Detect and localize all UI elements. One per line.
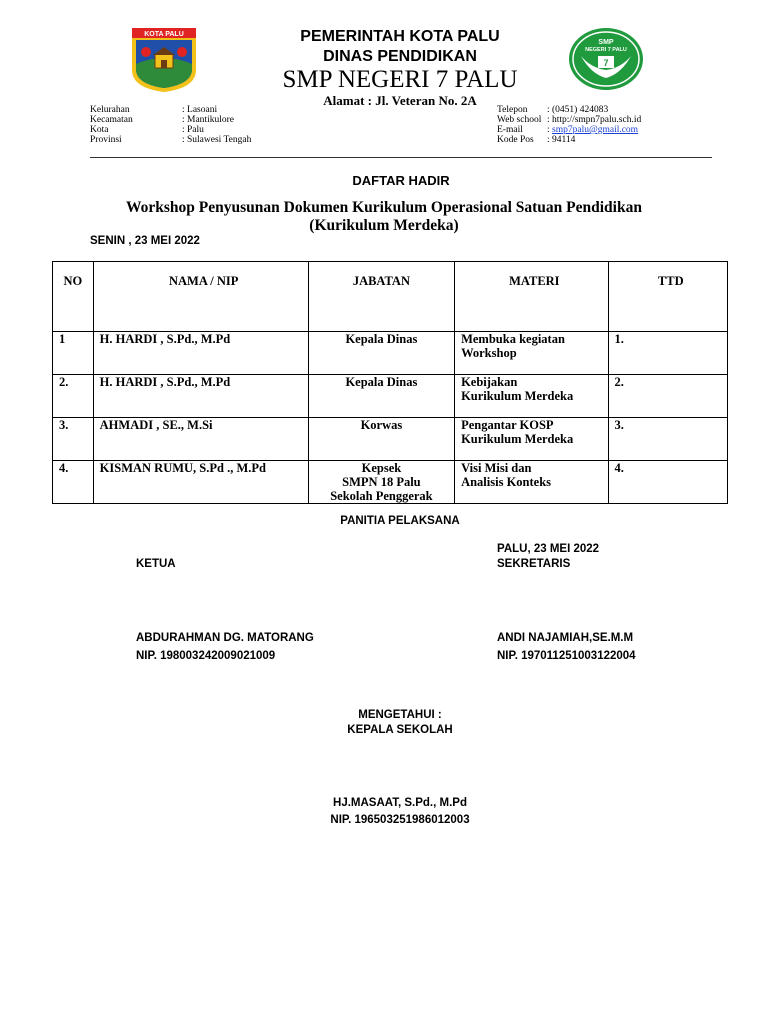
table-row — [53, 461, 728, 504]
header-jabatan: JABATAN — [308, 262, 454, 332]
table-row — [53, 332, 728, 375]
committee-heading: PANITIA PELAKSANA — [340, 515, 460, 527]
secretary-role: SEKRETARIS — [497, 558, 571, 570]
cell-nama: H. HARDI , S.Pd., M.Pd — [93, 332, 308, 375]
secretary-name: ANDI NAJAMIAH,SE.M.M — [497, 632, 634, 644]
info-row-kelurahan: Kelurahan : Lasoani — [90, 105, 218, 115]
chair-name: ABDURAHMAN DG. MATORANG — [136, 632, 314, 644]
secretary-nip: NIP. 197011251003122004 — [497, 650, 636, 662]
principal-name: HJ.MASAAT, S.Pd., M.Pd — [333, 797, 467, 809]
chair-nip: NIP. 198003242009021009 — [136, 650, 276, 662]
cell-ttd: 3. — [608, 418, 727, 461]
table-row — [53, 418, 728, 461]
svg-text:KOTA PALU: KOTA PALU — [144, 31, 184, 38]
header-materi: MATERI — [455, 262, 608, 332]
cell-no: 3. — [53, 418, 94, 461]
header-nama-nip: NAMA / NIP — [93, 262, 308, 332]
principal-nip: NIP. 196503251986012003 — [330, 814, 470, 826]
school-address: Alamat : Jl. Veteran No. 2A — [323, 93, 477, 108]
chair-role: KETUA — [136, 558, 176, 570]
cell-no: 1 — [53, 332, 94, 375]
attendance-table — [52, 261, 728, 504]
cell-materi: Visi Misi dan Analisis Konteks — [455, 461, 608, 504]
cell-nama: AHMADI , SE., M.Si — [93, 418, 308, 461]
cell-no: 2. — [53, 375, 94, 418]
cell-jabatan: Kepsek SMPN 18 Palu Sekolah Penggerak — [308, 461, 454, 504]
cell-materi: Kebijakan Kurikulum Merdeka — [455, 375, 608, 418]
header-no: NO — [53, 262, 94, 332]
info-row-kota: Kota : Palu — [90, 125, 204, 135]
info-row-provinsi: Provinsi : Sulawesi Tengah — [90, 135, 252, 145]
info-row-telepon: Telepon : (0451) 424083 — [497, 105, 609, 115]
header-divider — [90, 157, 712, 158]
cell-ttd: 4. — [608, 461, 727, 504]
table-row — [53, 375, 728, 418]
header-ttd: TTD — [608, 262, 727, 332]
cell-nama: H. HARDI , S.Pd., M.Pd — [93, 375, 308, 418]
place-date: PALU, 23 MEI 2022 — [497, 543, 600, 555]
cell-ttd: 1. — [608, 332, 727, 375]
cell-ttd: 2. — [608, 375, 727, 418]
government-heading: PEMERINTAH KOTA PALU — [300, 28, 500, 45]
info-row-kode-pos: Kode Pos : 94114 — [497, 135, 576, 145]
cell-jabatan: Kepala Dinas — [308, 375, 454, 418]
svg-text:7: 7 — [603, 58, 609, 68]
info-right-block — [497, 105, 641, 145]
cell-jabatan: Korwas — [308, 418, 454, 461]
cell-nama: KISMAN RUMU, S.Pd ., M.Pd — [93, 461, 308, 504]
cell-materi: Pengantar KOSP Kurikulum Merdeka — [455, 418, 608, 461]
document-title: DAFTAR HADIR — [352, 173, 450, 188]
cell-materi: Membuka kegiatan Workshop — [455, 332, 608, 375]
cell-no: 4. — [53, 461, 94, 504]
workshop-title: Workshop Penyusunan Dokumen Kurikulum Operasional Satuan Pendidikan (Kurikulum Merdeka) — [126, 199, 642, 234]
info-row-email: E-mail : smp7palu@gmail.com — [497, 125, 639, 135]
acknowledge-heading: MENGETAHUI : — [358, 709, 442, 721]
info-left-block — [90, 105, 251, 145]
document-date: SENIN , 23 MEI 2022 — [90, 235, 200, 247]
email-link[interactable]: smp7palu@gmail.com — [552, 125, 639, 135]
svg-text:NEGERI 7 PALU: NEGERI 7 PALU — [585, 47, 627, 53]
cell-jabatan: Kepala Dinas — [308, 332, 454, 375]
school-name: SMP NEGERI 7 PALU — [282, 66, 518, 93]
info-row-web-school: Web school : http://smpn7palu.sch.id — [497, 115, 642, 125]
principal-role: KEPALA SEKOLAH — [347, 724, 453, 736]
svg-text:SMP: SMP — [598, 39, 614, 46]
info-row-kecamatan: Kecamatan : Mantikulore — [90, 115, 234, 125]
department-heading: DINAS PENDIDIKAN — [323, 48, 477, 65]
table-header-row — [53, 262, 728, 332]
